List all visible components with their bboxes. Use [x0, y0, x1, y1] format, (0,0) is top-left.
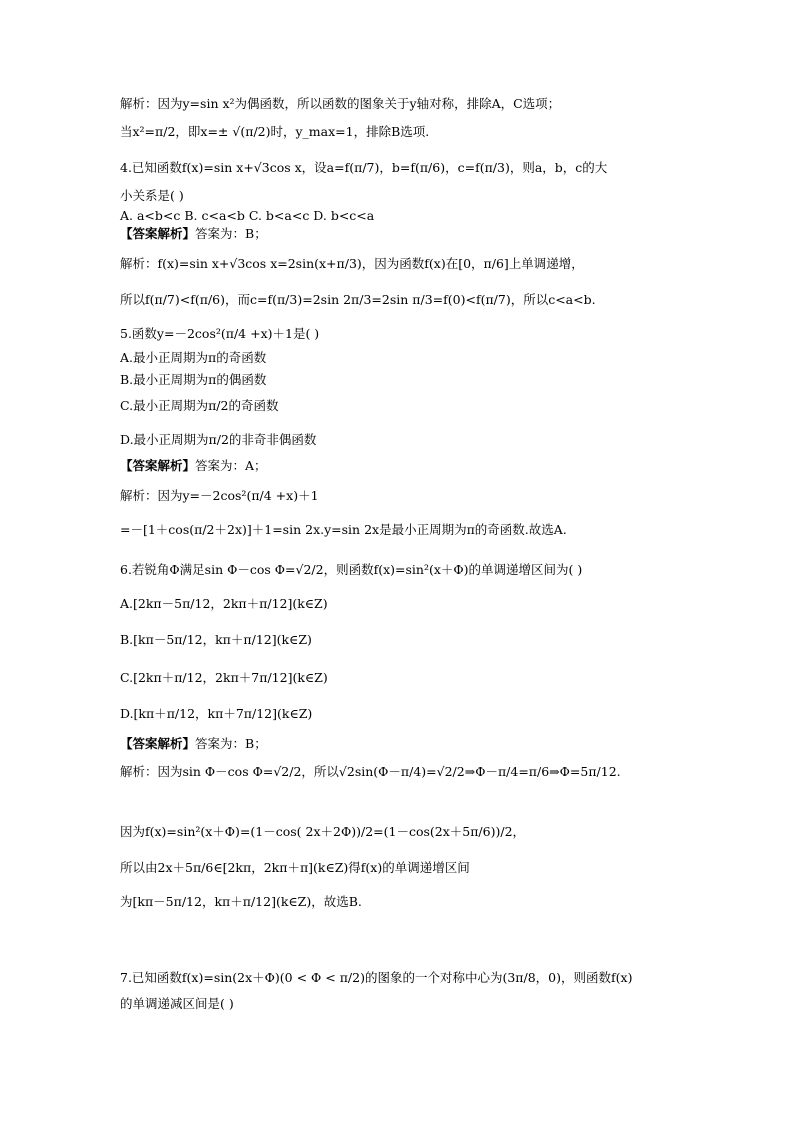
q5-solution-line1	[120, 488, 319, 504]
q4-stem-line2	[120, 188, 184, 204]
q4-options	[120, 208, 374, 224]
q5-option-a	[120, 350, 266, 366]
line-text: 小关系是( )	[120, 188, 184, 203]
q5-answer	[120, 458, 267, 474]
answer-text: 答案为：B；	[195, 736, 267, 751]
q6-answer	[120, 736, 267, 752]
line-text: 7.已知函数f(x)=sin(2x＋Φ)(0 < Φ < π/2)的图象的一个对称中心为(3π/8，0)，则函数f(x)	[120, 970, 633, 985]
line-text: 所以f(π/7)<f(π/6)，而c=f(π/3)=2sin 2π/3=2sin π/3=f(0)<f(π/7)，所以c<a<b.	[120, 292, 596, 307]
line-text: D.最小正周期为π/2的非奇非偶函数	[120, 432, 317, 447]
q3-solution-line1	[120, 96, 560, 112]
q6-option-d	[120, 706, 312, 722]
line-text: A. a<b<c B. c<a<b C. b<a<c D. b<c<a	[120, 208, 375, 223]
line-text: 当x²=π/2，即x=± √(π/2)时，y_max=1，排除B选项.	[120, 124, 430, 139]
line-text: 5.函数y=－2cos²(π/4 +x)＋1是( )	[120, 326, 320, 341]
q4-answer	[120, 226, 267, 242]
q5-stem	[120, 326, 319, 342]
q4-stem-line1	[120, 160, 607, 176]
line-text: 解析：因为sin Φ－cos Φ=√2/2，所以√2sin(Φ－π/4)=√2/2⇒Φ－π/4=π/6⇒Φ=5π/12.	[120, 764, 621, 779]
line-text: 的单调递减区间是( )	[120, 996, 234, 1011]
q6-stem	[120, 562, 582, 578]
q4-solution-line1	[120, 256, 584, 272]
line-text: 解析：因为y=sin x²为偶函数，所以函数的图象关于y轴对称，排除A，C选项；	[120, 96, 561, 111]
line-text: =－[1＋cos(π/2＋2x)]＋1=sin 2x.y=sin 2x是最小正周期为π的奇函数.故选A.	[120, 522, 567, 537]
q6-option-b	[120, 632, 312, 648]
q6-option-a	[120, 596, 328, 612]
q6-option-c	[120, 670, 328, 686]
line-text: 解析：因为y=－2cos²(π/4 +x)＋1	[120, 488, 319, 503]
line-text: 解析：f(x)=sin x+√3cos x=2sin(x+π/3)，因为函数f(x)在[0，π/6]上单调递增，	[120, 256, 584, 271]
answer-text: 答案为：A；	[195, 458, 267, 473]
line-text: B.[kπ－5π/12，kπ＋π/12](k∈Z)	[120, 632, 312, 647]
q6-solution-line3	[120, 860, 470, 876]
answer-text: 答案为：B；	[195, 226, 267, 241]
line-text: A.[2kπ－5π/12，2kπ＋π/12](k∈Z)	[120, 596, 328, 611]
q5-option-c	[120, 398, 278, 414]
line-text: B.最小正周期为π的偶函数	[120, 372, 267, 387]
line-text: D.[kπ＋π/12，kπ＋7π/12](k∈Z)	[120, 706, 313, 721]
answer-label: 【答案解析】	[120, 736, 196, 751]
q7-stem-line2	[120, 996, 234, 1012]
line-text: C.[2kπ＋π/12，2kπ＋7π/12](k∈Z)	[120, 670, 328, 685]
q6-solution-line4	[120, 894, 362, 910]
line-text: 6.若锐角Φ满足sin Φ－cos Φ=√2/2，则函数f(x)=sin²(x＋Φ)的单调递增区间为( )	[120, 562, 583, 577]
line-text: A.最小正周期为π的奇函数	[120, 350, 267, 365]
q4-solution-line2	[120, 292, 596, 308]
answer-label: 【答案解析】	[120, 226, 196, 241]
line-text: 因为f(x)=sin²(x＋Φ)=(1－cos( 2x＋2Φ))/2=(1－cos(2x＋5π/6))/2，	[120, 824, 526, 839]
q3-solution-line2	[120, 124, 429, 140]
line-text: C.最小正周期为π/2的奇函数	[120, 398, 279, 413]
q5-solution-line2	[120, 522, 567, 538]
q7-stem-line1	[120, 970, 632, 986]
q6-solution-line1	[120, 764, 621, 780]
q6-solution-line2	[120, 824, 525, 840]
q5-option-d	[120, 432, 316, 448]
answer-label: 【答案解析】	[120, 458, 196, 473]
line-text: 4.已知函数f(x)=sin x+√3cos x，设a=f(π/7)，b=f(π/6)，c=f(π/3)，则a，b，c的大	[120, 160, 608, 175]
q5-option-b	[120, 372, 266, 388]
line-text: 所以由2x＋5π/6∈[2kπ，2kπ＋π](k∈Z)得f(x)的单调递增区间	[120, 860, 470, 875]
line-text: 为[kπ－5π/12，kπ＋π/12](k∈Z)，故选B.	[120, 894, 362, 909]
